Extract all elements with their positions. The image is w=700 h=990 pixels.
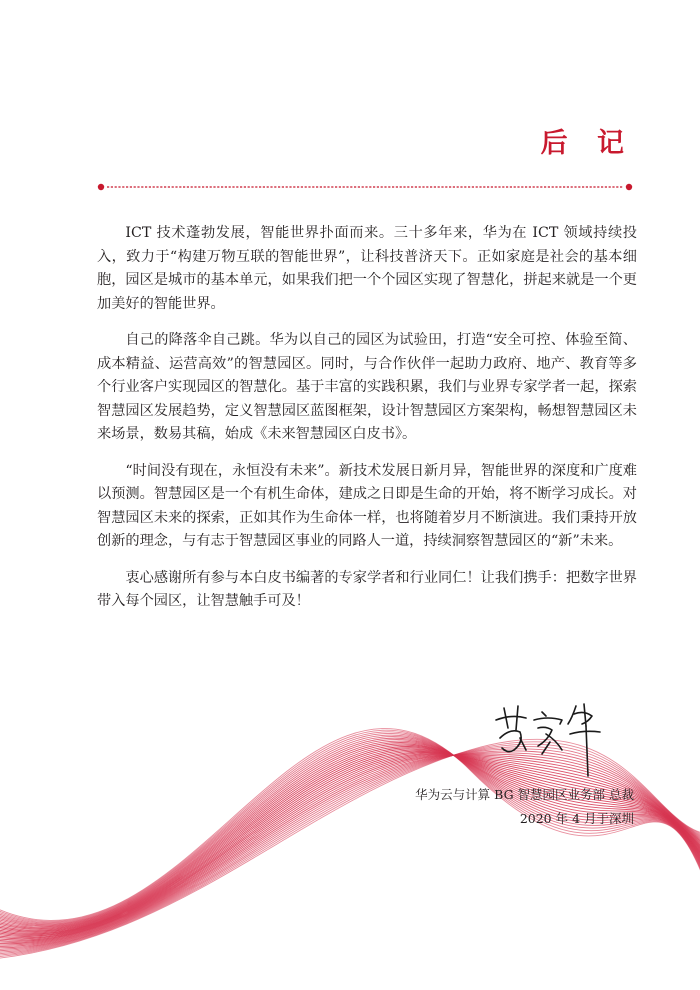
paragraph-1: ICT 技术蓬勃发展，智能世界扑面而来。三十多年来，华为在 ICT 领域持续投入，致力于“构建万物互联的智能世界”，让科技普济天下。正如家庭是社会的基本细胞，园区是城市的基本单元，如果我们把一个个园区实现了智慧化，拼起来就是一个更加美好的智能世界。 (97, 225, 637, 312)
handwritten-signature (490, 698, 620, 778)
paragraph-3: “时间没有现在，永恒没有未来”。新技术发展日新月异，智能世界的深度和广度难以预测。智慧园区是一个有机生命体，建成之日即是生命的开始，将不断学习成长。对智慧园区未来的探索，正如其作为生命体一样，也将随着岁月不断演进。我们秉持开放创新的理念，与有志于智慧园区事业的同路人一道，持续洞察智慧园区的“新”未来。 (97, 462, 637, 549)
paragraph-4: 衷心感谢所有参与本白皮书编著的专家学者和行业同仁！让我们携手：把数字世界带入每个园区，让智慧触手可及！ (97, 569, 637, 609)
signature-block (415, 783, 634, 831)
wave-line (0, 751, 700, 935)
signatory-title: 华为云与计算 BG 智慧园区业务部 总裁 (415, 787, 634, 802)
signature-date: 2020 年 4 月于深圳 (519, 811, 634, 826)
page-title: 后 记 (540, 128, 634, 159)
afterword-body (97, 222, 637, 627)
paragraph-2: 自己的降落伞自己跳。华为以自己的园区为试验田，打造“安全可控、体验至简、成本精益、运营高效”的智慧园区。同时，与合作伙伴一起助力政府、地产、教育等多个行业客户实现园区的智慧化。基于丰富的实践积累，我们与业界专家学者一起，探索智慧园区发展趋势，定义智慧园区蓝图框架，设计智慧园区方案架构，畅想智慧园区未来场景，数易其稿，始成《未来智慧园区白皮书》。 (97, 332, 637, 442)
title-divider (96, 182, 634, 192)
